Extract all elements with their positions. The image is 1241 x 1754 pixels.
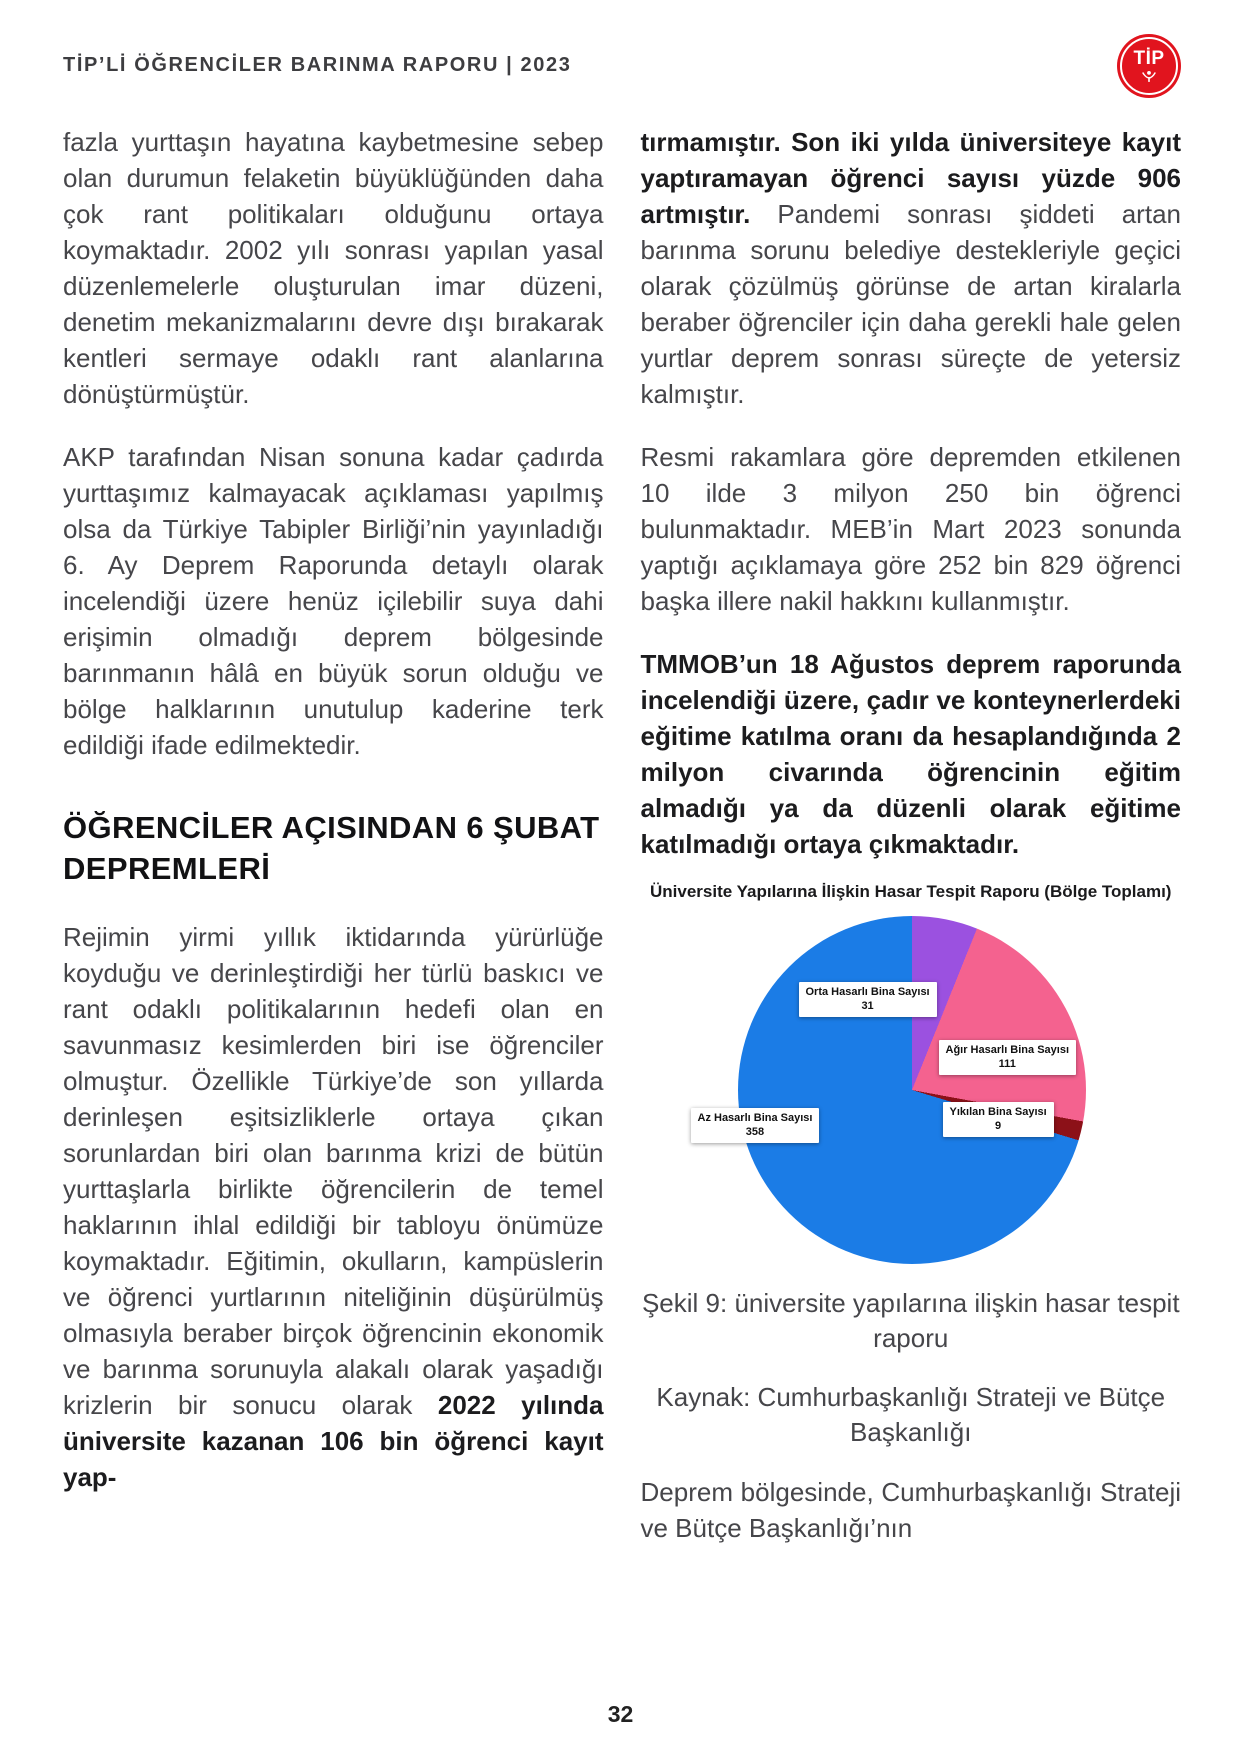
section-heading-ogrenciler-6-subat: ÖĞRENCİLER AÇISINDAN 6 ŞUBAT DEPREMLERİ (63, 810, 600, 886)
paragraph-rejim-ogrenciler: Rejimin yirmi yıllık iktidarında yürürlüğe koyduğu ve derinleştirdiği her türlü baskıcı ve rant odaklı politikalarının hedefi olan en savunmasız kesimlerden biri ise öğrenciler olmuştur. Özellikle Türkiye’de son yıllarda derinleşen eşitsizliklerle ortaya çıkan sorunlardan biri olan barınma krizi de bütün yurttaşlarla birlikte öğrencilerin de temel haklarının ihlal edildiği bir tabloyu önümüze koymaktadır. Eğitimin, okulların, kampüslerin ve öğrenci yurtlarının niteliğinin düşürülmüş olmasıyla beraber birçok öğrencinin ekonomik ve barınma sorunuyla alakalı olarak yaşadığı krizlerin bir sonucu olarak 2022 yılında üniversite kazanan 106 bin öğrenci kayıt yap- (63, 922, 604, 1492)
pie-label-value: 31 (861, 1000, 874, 1013)
pie-label-value: 9 (995, 1120, 1002, 1133)
pie-label-text: Orta Hasarlı Bina Sayısı (805, 986, 930, 998)
pie-label-text: Ağır Hasarlı Bina Sayısı (945, 1044, 1069, 1056)
pie-label-az-hasarli (691, 1108, 820, 1143)
paragraph-rant-politikalari: fazla yurttaşın hayatına kaybetmesine sebep olan durumun felaketin büyüklüğünden daha çok rant politikaları olduğunu ortaya koymaktadır. 2002 yılı sonrası yapılan yasal düzenlemelerle oluşturulan imar düzeni, denetim mekanizmalarını devre dışı bırakarak kentleri sermaye odaklı rant alanlarına dönüştürmüştür. (63, 127, 604, 409)
pie-label-text: Yıkılan Bina Sayısı (949, 1106, 1047, 1118)
pie-label-value: 111 (998, 1058, 1016, 1071)
pie-label-agir-hasarli (939, 1040, 1077, 1075)
figure-caption: Şekil 9: üniversite yapılarına ilişkin hasar tespit raporu (641, 1288, 1180, 1353)
page-number: 32 (607, 1701, 634, 1727)
tip-party-logo-icon (1117, 34, 1181, 98)
hasar-tespit-pie-figure (641, 882, 1182, 1272)
pie-label-value: 358 (745, 1126, 765, 1139)
pie-chart-area (641, 910, 1181, 1272)
pie-label-orta-hasarli (799, 982, 937, 1017)
chart-title: Üniversite Yapılarına İlişkin Hasar Tespit Raporu (Bölge Toplamı) (650, 882, 1172, 901)
source-caption: Kaynak: Cumhurbaşkanlığı Strateji ve Bütçe Başkanlığı (656, 1382, 1166, 1447)
paragraph-tmmob-raporu: TMMOB’un 18 Ağustos deprem raporunda incelendiği üzere, çadır ve konteynerlerdeki eğitime katılma oranı da hesaplandığında 2 milyon civarında öğrencinin eğitim almadığı ya da düzenli olarak eğitime katılmadığı ortaya çıkmaktadır. (640, 649, 1181, 859)
logo-person-icon (1140, 70, 1158, 83)
two-column-body (63, 124, 1181, 1573)
pie-label-text: Az Hasarlı Bina Sayısı (697, 1112, 813, 1124)
left-column (63, 124, 604, 1573)
pie-chart (738, 916, 1086, 1264)
paragraph-deprem-bolgesinde: Deprem bölgesinde, Cumhurbaşkanlığı Strateji ve Bütçe Başkanlığı’nın (640, 1477, 1181, 1543)
page-header (63, 34, 1181, 98)
logo-text: TİP (1133, 48, 1165, 69)
right-column (641, 124, 1182, 1573)
paragraph-akp-cadir: AKP tarafından Nisan sonuna kadar çadırda yurttaşımız kalmayacak açıklaması yapılmış olsa da Türkiye Tabipler Birliği’nin yayınladığı 6. Ay Deprem Raporunda detaylı olarak incelendiği üzere henüz içilebilir suya dahi erişimin olmadığı deprem bölgesinde barınmanın hâlâ en büyük sorun olduğu ve bölge halklarının unutulup kaderine terk edildiği ifade edilmektedir. (63, 442, 604, 760)
paragraph-kayit-yaptiramayan: tırmamıştır. Son iki yılda üniversiteye kayıt yaptıramayan öğrenci sayısı yüzde 906 artmıştır. Pandemi sonrası şiddeti artan barınma sorunu belediye destekleriyle geçici olarak çözülmüş görünse de artan kiralarla beraber öğrenciler için daha gerekli hale gelen yurtlar deprem sonrası süreçte de yetersiz kalmıştır. (640, 127, 1181, 409)
report-header-title: TİP’Lİ ÖĞRENCİLER BARINMA RAPORU | 2023 (63, 54, 572, 76)
paragraph-resmi-rakamlar: Resmi rakamlara göre depremden etkilenen 10 ilde 3 milyon 250 bin öğrenci bulunmaktadır. MEB’in Mart 2023 sonunda yaptığı açıklamaya göre 252 bin 829 öğrenci başka illere nakil hakkını kullanmıştır. (640, 442, 1181, 616)
pie-label-yikilan (943, 1102, 1054, 1137)
